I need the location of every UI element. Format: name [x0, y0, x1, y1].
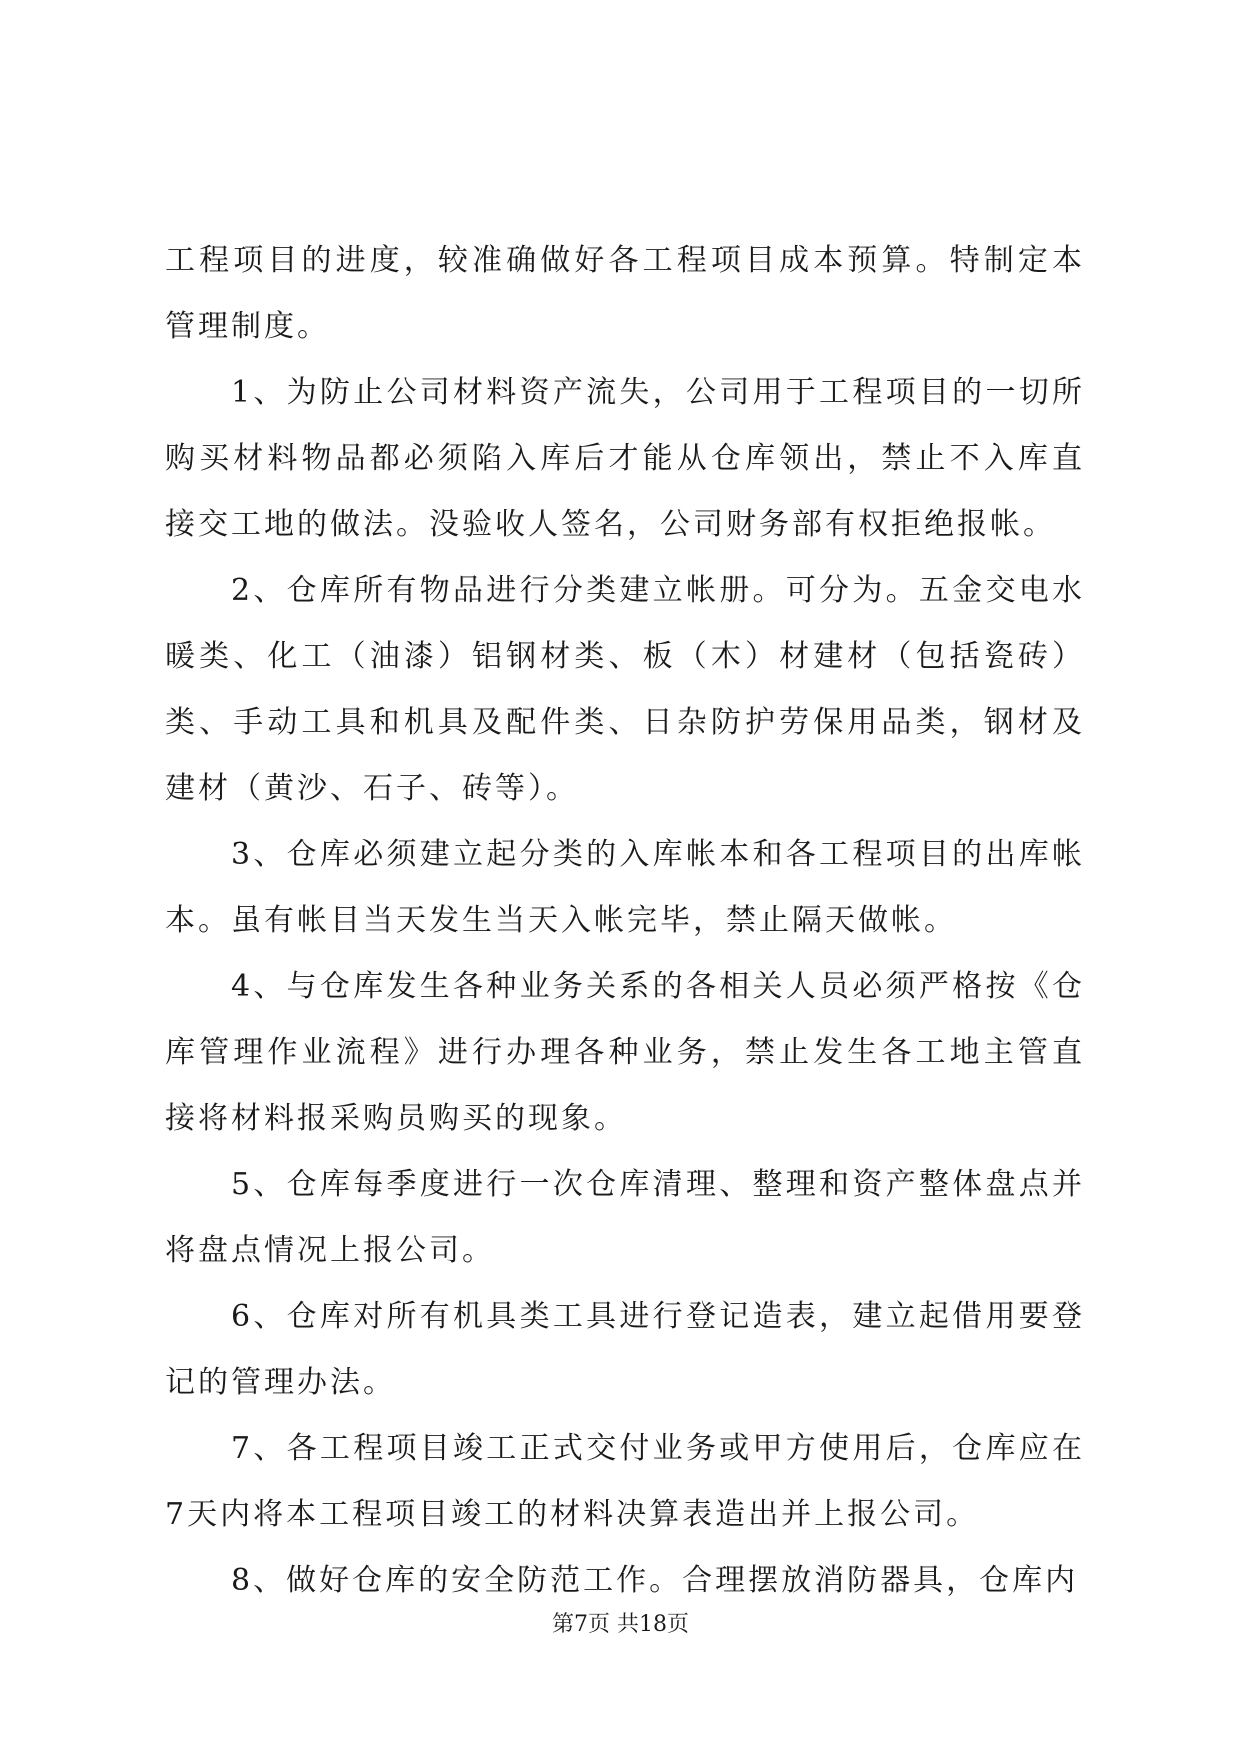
paragraph-item-7: 7、各工程项目竣工正式交付业务或甲方使用后，仓库应在7天内将本工程项目竣工的材料决算表造出并上报公司。 [165, 1431, 1085, 1532]
paragraph-item-6: 6、仓库对所有机具类工具进行登记造表，建立起借用要登记的管理办法。 [165, 1299, 1085, 1400]
document-body [165, 228, 1085, 1614]
paragraph-intro: 工程项目的进度，较准确做好各工程项目成本预算。特制定本管理制度。 [165, 243, 1085, 344]
paragraph-item-5: 5、仓库每季度进行一次仓库清理、整理和资产整体盘点并将盘点情况上报公司。 [165, 1167, 1085, 1268]
paragraph-item-3: 3、仓库必须建立起分类的入库帐本和各工程项目的出库帐本。虽有帐目当天发生当天入帐完毕，禁止隔天做帐。 [165, 837, 1085, 938]
paragraph-item-2: 2、仓库所有物品进行分类建立帐册。可分为。五金交电水暖类、化工（油漆）铝钢材类、板（木）材建材（包括瓷砖）类、手动工具和机具及配件类、日杂防护劳保用品类，钢材及建材（黄沙、石子、砖等）。 [165, 573, 1085, 806]
paragraph-item-4: 4、与仓库发生各种业务关系的各相关人员必须严格按《仓库管理作业流程》进行办理各种业务，禁止发生各工地主管直接将材料报采购员购买的现象。 [165, 969, 1085, 1136]
paragraph-item-1: 1、为防止公司材料资产流失，公司用于工程项目的一切所购买材料物品都必须陷入库后才能从仓库领出，禁止不入库直接交工地的做法。没验收人签名，公司财务部有权拒绝报帐。 [165, 375, 1085, 542]
page-number-footer: 第7页 共18页 [552, 1612, 689, 1637]
paragraph-item-8: 8、做好仓库的安全防范工作。合理摆放消防器具，仓库内 [231, 1563, 1079, 1598]
